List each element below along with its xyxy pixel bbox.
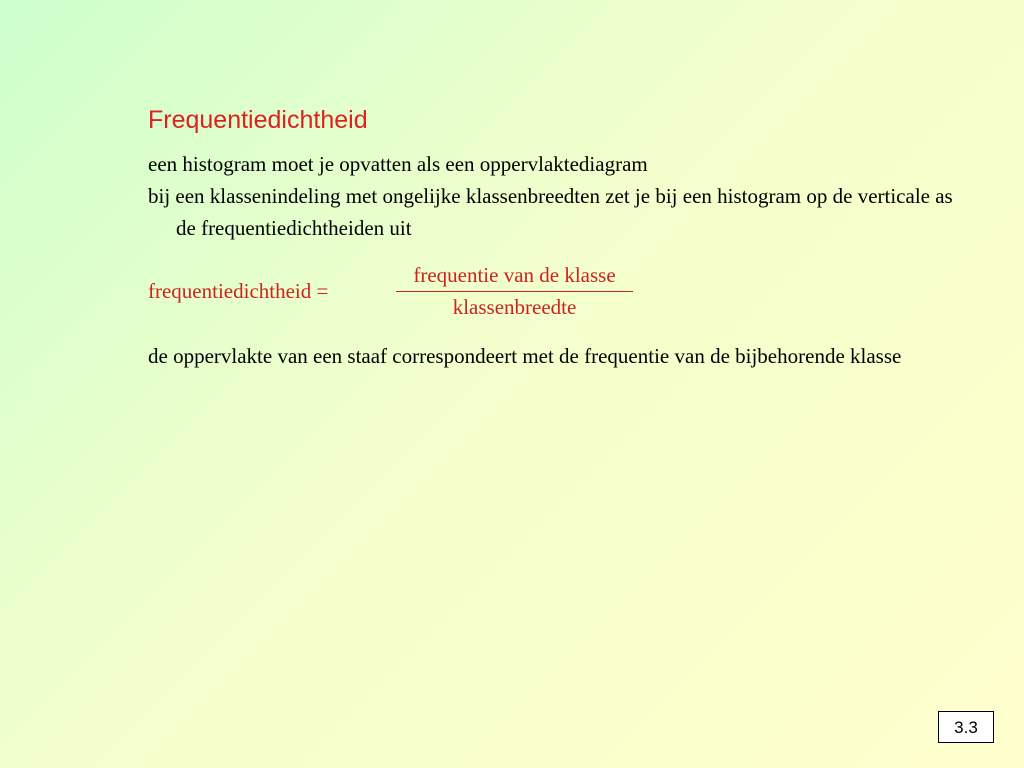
formula-denominator: klassenbreedte — [452, 295, 577, 319]
paragraph-bar-area: de oppervlakte van een staaf correspondeert met de frequentie van de bijbehorende klasse — [148, 344, 902, 368]
formula-lhs: frequentiedichtheid = — [148, 279, 329, 303]
formula-fraction — [396, 261, 633, 322]
paragraph-unequal-class-widths: bij een klassenindeling met ongelijke klassenbreedten zet je bij een histogram op de verticale as de frequentiedichtheiden uit — [148, 184, 953, 240]
formula-numerator: frequentie van de klasse — [413, 263, 616, 287]
slide-title: Frequentiedichtheid — [148, 106, 368, 134]
paragraph-histogram-area: een histogram moet je opvatten als een oppervlaktediagram — [148, 152, 648, 176]
slide-number: 3.3 — [938, 711, 994, 743]
